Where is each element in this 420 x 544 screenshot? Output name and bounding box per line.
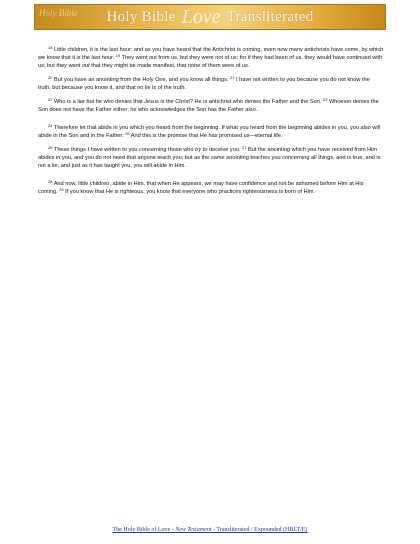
verse-paragraph [38,124,384,140]
verse-text: These things I have written to you concerning those who [52,147,196,153]
verse-italic-text: try to [195,147,208,153]
verse-text: I have not written to you because you do not know the truth, but because you know it, and that no lie is of the truth. [38,77,370,91]
verse-number: 27 [242,145,247,150]
verse-number: 26 [48,145,53,150]
footer-part2: New Testament [175,527,212,533]
banner-title-left: Holy Bible [106,8,176,25]
verse-number: 28 [48,179,53,184]
verse-text: If you know that He is righteous, you know that everyone who practices righteousness is born of Him. [63,189,316,195]
verse-text: And this is the promise that He has promised us—eternal life. [129,133,283,139]
verse-paragraph [38,46,384,70]
verse-text: that they might be made manifest, that none of them were of us. [89,63,250,69]
scripture-text [38,46,384,202]
verse-paragraph [38,76,384,92]
verse-number: 29 [59,187,64,192]
verse-number: 21 [230,75,235,80]
verse-text: Whoever denies the Son does not have the Father either; he who acknowledges the Son has the Father also. [38,99,379,113]
verse-paragraph [38,98,384,114]
verse-text: Little children, it is the last hour; and as you have heard that the Antichrist is coming, even now many antichrists have come, by which we know that it is the last hour. [38,47,384,61]
verse-text: Who is a liar but he who denies that Jesus is the Christ? He is antichrist who denies the Father and the Son. [52,99,323,105]
verse-text: They went out from us, but they were not of us; for if they had been of us, they would have continued with us; but [38,55,383,69]
verse-number: 25 [125,131,130,136]
verse-text: But you have an anointing from the Holy One, and you know all things. [52,77,231,83]
banner-title-love: Love [181,6,221,28]
verse-text: deceive you. [207,147,243,153]
verse-number: 24 [48,123,53,128]
verse-text: And now, little children, abide in Him, that when He appears, we may have confidence and not be ashamed before Him at His coming. [38,181,364,195]
verse-number: 20 [48,75,53,80]
verse-text: But the anointing which you have received from Him abides in you, and you do not need that anyone teach you; but as the same anointing teaches you concerning all things, and is true, and is not a lie, and just as it has taught you, you will abide in Him. [38,147,381,169]
verse-paragraph [38,180,384,196]
verse-number: 18 [48,45,53,50]
verse-italic-text: they went out [56,63,90,69]
verse-number: 22 [48,97,53,102]
banner-title-right: Transliterated [226,8,314,25]
banner-watermark: Holy Bible [39,8,78,18]
title-banner [34,4,386,30]
verse-paragraph [38,146,384,170]
verse-number: 23 [322,97,328,102]
footer-part1: The Holy Bible of Love - [112,527,176,533]
verse-text: Therefore let that abide in you which you heard from the beginning. If what you heard from the beginning abides in you, you also will abide in the Son and in the Father. [38,125,381,139]
verse-number: 19 [115,53,121,58]
page-footer[interactable] [0,527,420,533]
footer-part3: - Transliterated / Expounded (HBLT/E) [211,527,308,533]
